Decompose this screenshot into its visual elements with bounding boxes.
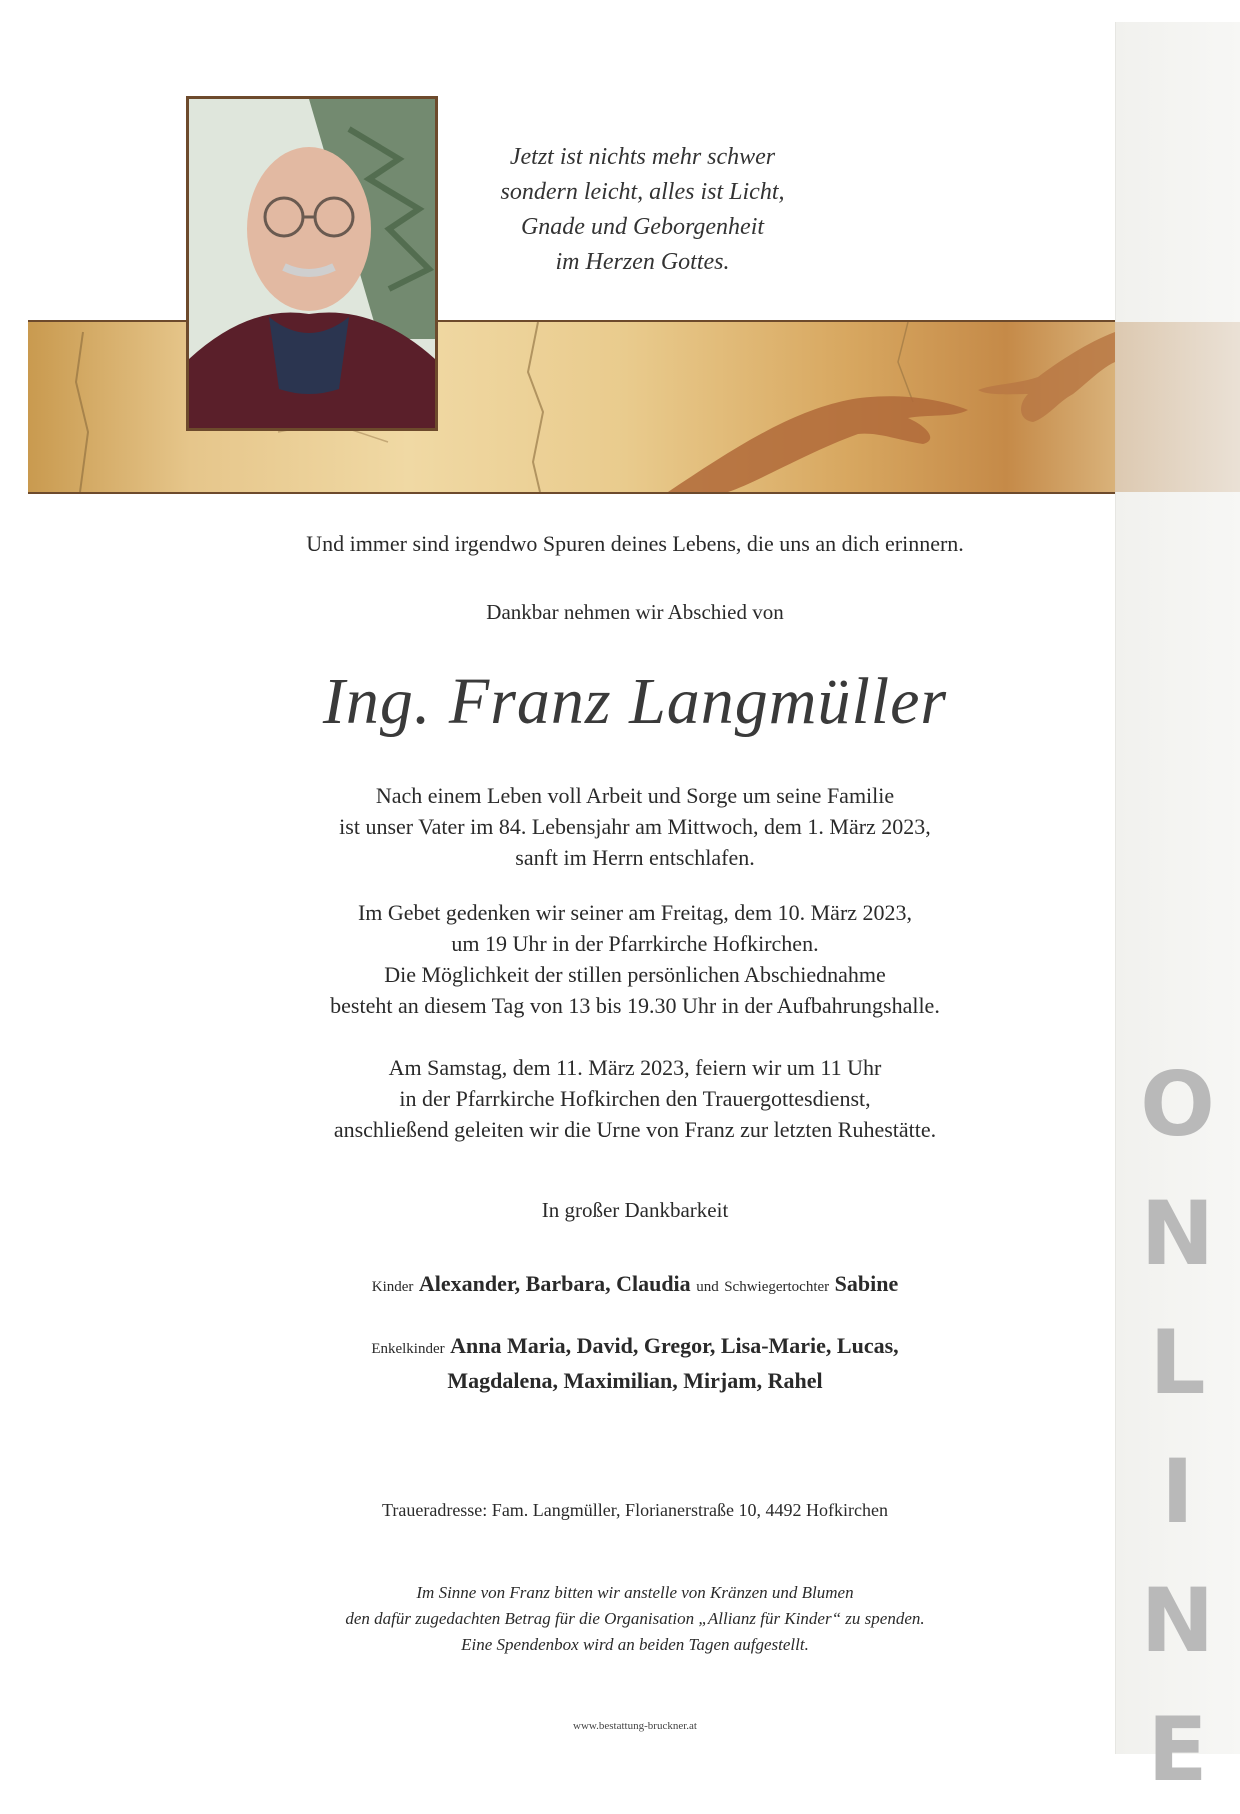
- portrait-photo: [186, 96, 438, 431]
- quote-line: im Herzen Gottes.: [555, 249, 730, 275]
- paragraph-line: besteht an diesem Tag von 13 bis 19.30 Uhr in der Aufbahrungshalle.: [330, 993, 940, 1018]
- donation-note: [200, 1580, 1070, 1658]
- portrait-illustration: [189, 99, 435, 428]
- and-label: und: [696, 1279, 719, 1295]
- note-line: Im Sinne von Franz bitten wir anstelle von Kränzen und Blumen: [416, 1583, 854, 1602]
- paragraph-line: Im Gebet gedenken wir seiner am Freitag, dem 10. März 2023,: [357, 900, 913, 925]
- online-letter: O: [1140, 1053, 1215, 1156]
- grandchildren-names: Magdalena, Maximilian, Mirjam, Rahel: [447, 1368, 823, 1393]
- children-names: Alexander, Barbara, Claudia: [418, 1271, 691, 1296]
- inlaw-name: Sabine: [834, 1271, 899, 1296]
- paragraph-funeral: [200, 1052, 1070, 1145]
- adam-hand-shape: [668, 396, 968, 492]
- farewell-text: Dankbar nehmen wir Abschied von: [486, 600, 784, 624]
- paragraph-death: [200, 780, 1070, 873]
- quote-line: sondern leicht, alles ist Licht,: [500, 179, 785, 205]
- children-label: Kinder: [371, 1279, 414, 1295]
- paragraph-line: Nach einem Leben voll Arbeit und Sorge um seine Familie: [375, 783, 895, 808]
- quote-line: Gnade und Geborgenheit: [520, 214, 765, 240]
- intro-text: Und immer sind irgendwo Spuren deines Lebens, die uns an dich erinnern.: [306, 531, 964, 556]
- children-line: [200, 1268, 1070, 1303]
- online-letter: N: [1140, 1569, 1215, 1672]
- memorial-quote: [440, 140, 845, 280]
- band-extension: [1115, 322, 1240, 492]
- inlaw-label: Schwiegertochter: [724, 1279, 830, 1295]
- online-label: [1115, 1040, 1240, 1814]
- quote-line: Jetzt ist nichts mehr schwer: [509, 144, 776, 170]
- grandchildren-block: [200, 1330, 1070, 1396]
- grandchildren-names: Anna Maria, David, Gregor, Lisa-Marie, Lucas,: [450, 1333, 899, 1358]
- grandchildren-label: Enkelkinder: [371, 1341, 445, 1357]
- paragraph-line: ist unser Vater im 84. Lebensjahr am Mittwoch, dem 1. März 2023,: [339, 814, 931, 839]
- online-letter: N: [1140, 1182, 1215, 1285]
- online-letter: L: [1149, 1311, 1206, 1414]
- god-hand-shape: [978, 332, 1115, 422]
- paragraph-line: anschließend geleiten wir die Urne von Franz zur letzten Ruhestätte.: [333, 1117, 937, 1142]
- closing-text: In großer Dankbarkeit: [541, 1198, 729, 1222]
- paragraph-line: in der Pfarrkirche Hofkirchen den Trauergottesdienst,: [399, 1086, 871, 1111]
- website-link[interactable]: www.bestattung-bruckner.at: [573, 1720, 697, 1732]
- mourning-address: Traueradresse: Fam. Langmüller, Florianerstraße 10, 4492 Hofkirchen: [382, 1500, 888, 1520]
- paragraph-line: sanft im Herrn entschlafen.: [515, 845, 755, 870]
- paragraph-line: Am Samstag, dem 11. März 2023, feiern wir um 11 Uhr: [388, 1055, 882, 1080]
- paragraph-line: um 19 Uhr in der Pfarrkirche Hofkirchen.: [451, 931, 819, 956]
- paragraph-line: Die Möglichkeit der stillen persönlichen Abschiednahme: [384, 962, 886, 987]
- deceased-name: Ing. Franz Langmüller: [322, 665, 948, 738]
- online-letter: I: [1161, 1440, 1194, 1543]
- paragraph-prayer: [200, 897, 1070, 1021]
- note-line: den dafür zugedachten Betrag für die Organisation „Allianz für Kinder“ zu spenden.: [345, 1609, 925, 1628]
- note-line: Eine Spendenbox wird an beiden Tagen aufgestellt.: [461, 1635, 809, 1654]
- online-letter: E: [1147, 1698, 1208, 1801]
